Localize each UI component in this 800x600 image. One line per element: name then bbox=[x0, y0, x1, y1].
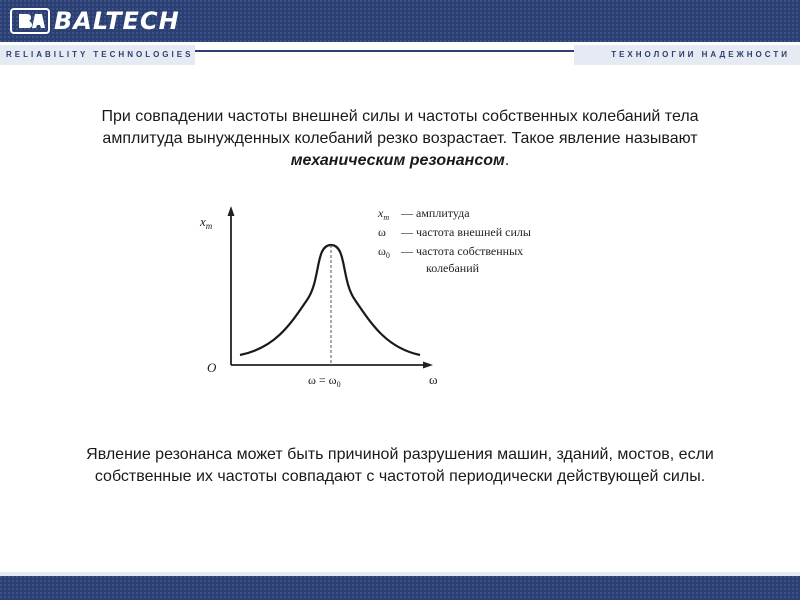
legend-amplitude-symbol: $x_m$ bbox=[378, 206, 390, 222]
brand-logo bbox=[10, 6, 180, 36]
legend-natural-frequency-text: — частота собственных bbox=[401, 244, 524, 258]
peak-frequency-label: $\omega = \omega_0$ bbox=[308, 373, 341, 389]
legend-frequency-text: — частота внешней силы bbox=[401, 225, 531, 239]
tagline-english: RELIABILITY TECHNOLOGIES bbox=[6, 50, 194, 59]
diagram-legend bbox=[377, 206, 531, 275]
origin-label: O bbox=[207, 360, 217, 375]
resonance-term: механическим резонансом bbox=[290, 152, 505, 169]
footer-bar bbox=[0, 572, 800, 600]
y-axis-arrow bbox=[228, 206, 235, 216]
resonance-curve bbox=[240, 245, 420, 355]
consequence-paragraph: Явление резонанса может быть причиной разрушения машин, зданий, мостов, если собственные их частоты совпадают с частотой периодически действующей силы. bbox=[86, 446, 714, 485]
tagline-band bbox=[0, 42, 800, 66]
tagline-divider bbox=[195, 50, 574, 52]
legend-natural-frequency-text-cont: колебаний bbox=[426, 261, 480, 275]
intro-paragraph bbox=[60, 106, 740, 172]
x-axis-arrow bbox=[423, 362, 433, 369]
legend-amplitude-text: — амплитуда bbox=[401, 206, 470, 220]
tagline-russian: ТЕХНОЛОГИИ НАДЕЖНОСТИ bbox=[611, 50, 790, 59]
intro-text: При совпадении частоты внешней силы и частоты собственных колебаний тела амплитуда вынужденных колебаний резко возрастает. Такое явление называют bbox=[101, 108, 699, 147]
legend-natural-frequency-symbol: $\omega_0$ bbox=[378, 244, 390, 260]
logo-mark-icon bbox=[10, 8, 50, 34]
header-bar bbox=[0, 0, 800, 42]
x-axis-label: ω bbox=[429, 372, 438, 387]
intro-period: . bbox=[504, 152, 510, 169]
resonance-diagram bbox=[195, 200, 625, 395]
footer-dot-pattern bbox=[0, 572, 800, 600]
brand-name: BALTECH bbox=[54, 7, 180, 35]
y-axis-label: $x_m$ bbox=[200, 214, 213, 231]
legend-frequency-symbol: ω bbox=[378, 225, 386, 239]
